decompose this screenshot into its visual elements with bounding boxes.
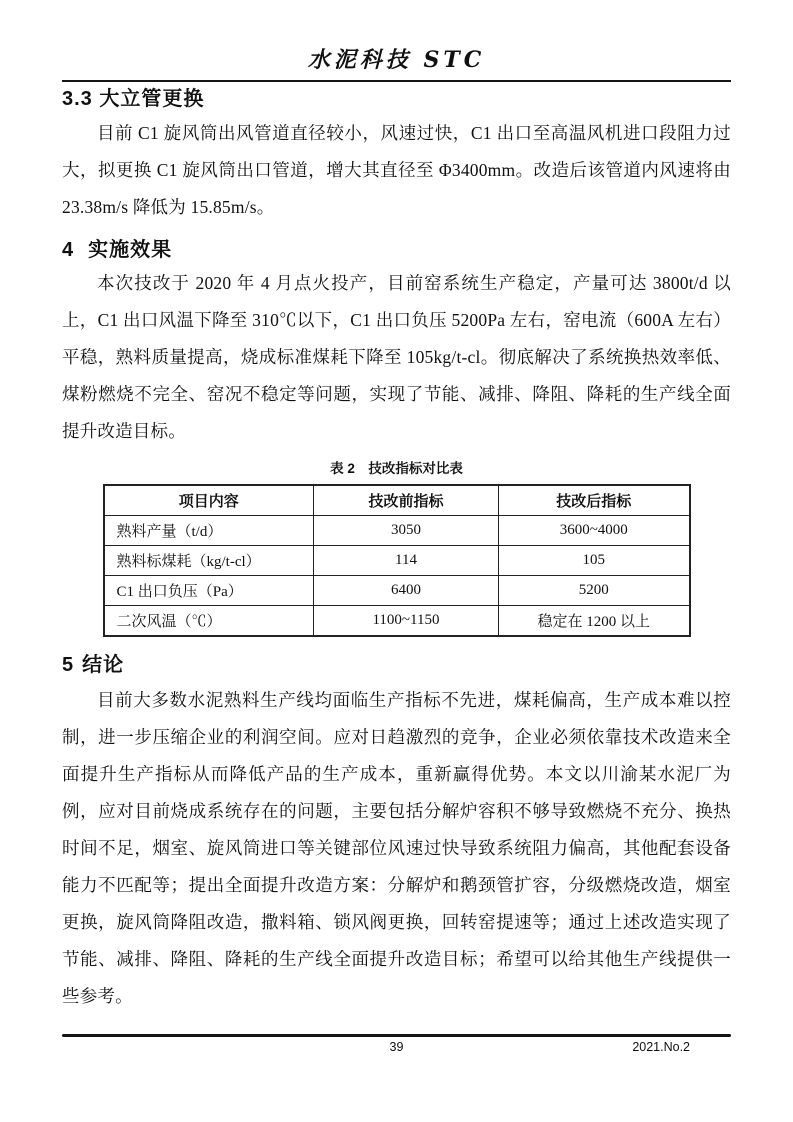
table-header-row	[104, 485, 690, 516]
comparison-table	[103, 484, 691, 637]
table-header-before: 技改前指标	[314, 485, 499, 516]
table-row	[104, 516, 690, 546]
paragraph-pipe-replacement: 目前 C1 旋风筒出风管道直径较小，风速过快，C1 出口至高温风机进口段阻力过大，拟更换 C1 旋风筒出口管道，增大其直径至 Φ3400mm。改造后该管道内风速将由 23.38m/s 降低为 15.85m/s。	[62, 123, 731, 217]
heading-conclusion	[62, 650, 731, 680]
table-cell: 1100~1150	[314, 606, 499, 637]
section-title: 实施效果	[88, 239, 173, 261]
table-cell: 熟料标煤耗（kg/t-cl）	[104, 546, 314, 576]
footer-row	[62, 1037, 731, 1057]
section-number: 4	[62, 239, 75, 261]
table-cell: 105	[499, 546, 690, 576]
table-cell: 稳定在 1200 以上	[499, 606, 690, 637]
paragraph-implementation-effect: 本次技改于 2020 年 4 月点火投产，目前窑系统生产稳定，产量可达 3800t/d 以上，C1 出口风温下降至 310℃以下，C1 出口负压 5200Pa 左右，窑电流（600A 左右）平稳，熟料质量提高，烧成标准煤耗下降至 105kg/t-cl。彻底解决了系统换热效率低、煤粉燃烧不完全、窑况不稳定等问题，实现了节能、减排、降阻、降耗的生产线全面提升改造目标。	[62, 273, 731, 441]
table-cell: 3050	[314, 516, 499, 546]
journal-title: 水泥科技 STC	[307, 47, 486, 73]
page-footer	[62, 1034, 731, 1057]
table-cell: 6400	[314, 576, 499, 606]
section-title: 结论	[82, 654, 125, 676]
paragraph-conclusion: 目前大多数水泥熟料生产线均面临生产指标不先进，煤耗偏高，生产成本难以控制，进一步压缩企业的利润空间。应对日趋激烈的竞争，企业必须依靠技术改造来全面提升生产指标从而降低产品的生产成本，重新赢得优势。本文以川渝某水泥厂为例，应对目前烧成系统存在的问题，主要包括分解炉容积不够导致燃烧不充分、换热时间不足，烟室、旋风筒进口等关键部位风速过快导致系统阻力偏高，其他配套设备能力不匹配等；提出全面提升改造方案：分解炉和鹅颈管扩容，分级燃烧改造，烟室更换，旋风筒降阻改造，撒料箱、锁风阀更换，回转窑提速等；通过上述改造实现了节能、减排、降阻、降耗的生产线全面提升改造目标；希望可以给其他生产线提供一些参考。	[62, 690, 731, 1006]
table-cell: C1 出口负压（Pa）	[104, 576, 314, 606]
table-caption: 表 2 技改指标对比表	[330, 461, 463, 476]
table-cell: 二次风温（℃）	[104, 606, 314, 637]
table-cell: 5200	[499, 576, 690, 606]
page-number: 39	[389, 1040, 404, 1054]
issue-number: 2021.No.2	[632, 1040, 690, 1054]
table-cell: 熟料产量（t/d）	[104, 516, 314, 546]
table-cell: 114	[314, 546, 499, 576]
journal-header	[62, 0, 731, 82]
table-row	[104, 576, 690, 606]
table-cell: 3600~4000	[499, 516, 690, 546]
section-number: 5	[62, 654, 75, 676]
page-content	[62, 0, 731, 1015]
table-row	[104, 546, 690, 576]
table-header-after: 技改后指标	[499, 485, 690, 516]
heading-implementation-effect	[62, 235, 731, 265]
table-header-item: 项目内容	[104, 485, 314, 516]
heading-pipe-replacement: 3.3 大立管更换	[62, 88, 205, 110]
table-row	[104, 606, 690, 637]
